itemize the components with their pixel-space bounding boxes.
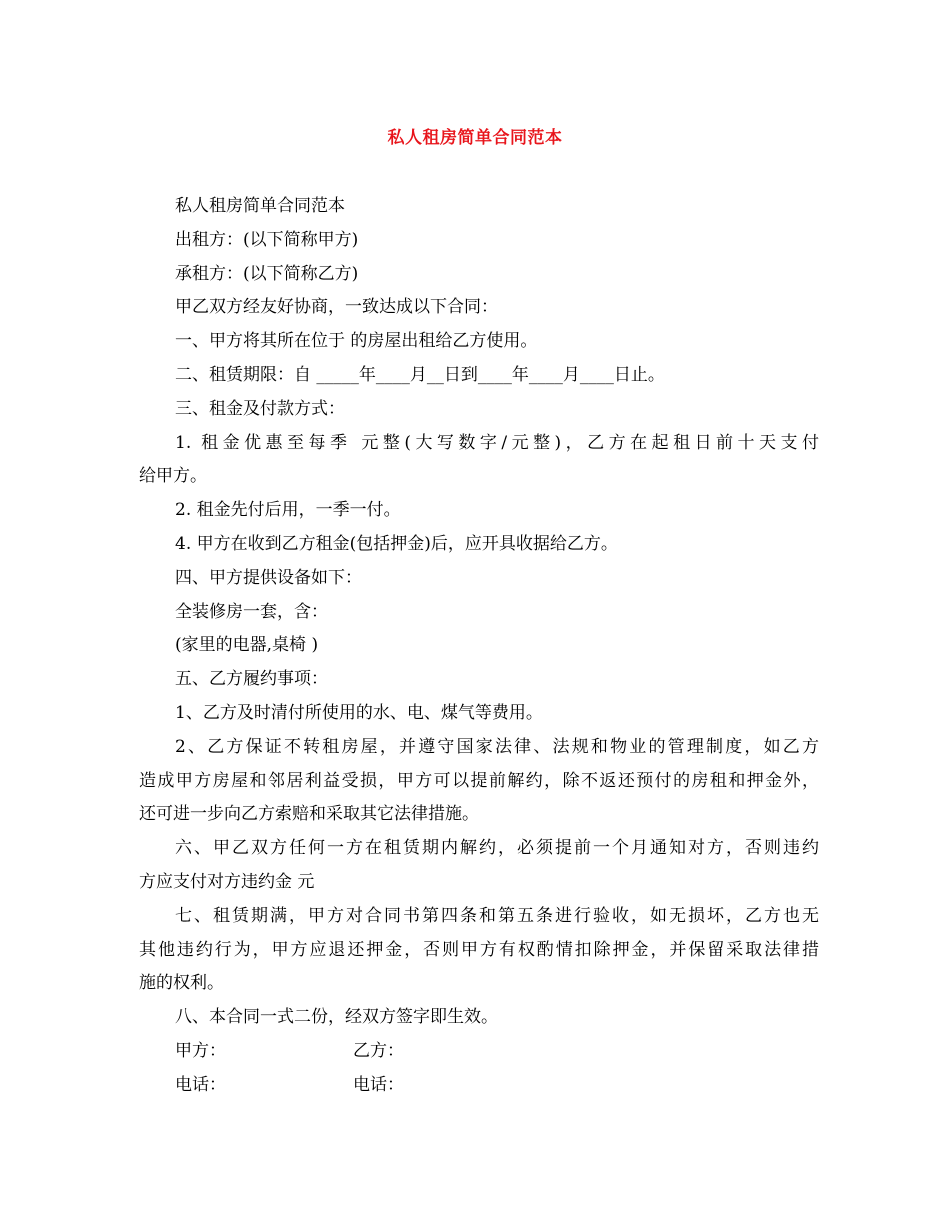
- contract-line: 施的权利。: [139, 973, 224, 994]
- party-a-field-label: 甲方：: [175, 1040, 226, 1061]
- contract-line: 承租方：(以下简称乙方): [175, 263, 359, 284]
- document-title: 私人租房简单合同范本: [387, 128, 563, 148]
- signature-row: [139, 1035, 819, 1069]
- contract-line: 全装修房一套，含：: [175, 601, 328, 622]
- contract-line: 出租方：(以下简称甲方): [175, 229, 359, 250]
- contract-line: 五、乙方履约事项：: [175, 669, 328, 690]
- contract-line: 一、甲方将其所在位于 的房屋出租给乙方使用。: [175, 331, 538, 352]
- contract-line: 1、乙方及时清付所使用的水、电、煤气等费用。: [175, 702, 543, 723]
- contract-line: 其他违约行为，甲方应退还押金，否则甲方有权酌情扣除押金，并保留采取法律措: [139, 939, 819, 960]
- contract-line: 八、本合同一式二份，经双方签字即生效。: [175, 1007, 498, 1028]
- party-b-field-label: 电话：: [353, 1074, 404, 1095]
- contract-line: 1. 租金优惠至每季 元整(大写数字/元整)，乙方在起租日前十天支付: [175, 432, 819, 453]
- contract-line: 4. 甲方在收到乙方租金(包括押金)后，应开具收据给乙方。: [175, 533, 618, 554]
- document-body: [139, 190, 819, 1103]
- contract-line: 造成甲方房屋和邻居利益受损，甲方可以提前解约，除不返还预付的房租和押金外，: [139, 770, 819, 791]
- contract-line: 2、乙方保证不转租房屋，并遵守国家法律、法规和物业的管理制度，如乙方: [175, 736, 819, 757]
- contract-line: 四、甲方提供设备如下：: [175, 567, 362, 588]
- contract-line: 还可进一步向乙方索赔和采取其它法律措施。: [139, 804, 479, 825]
- contract-line: 六、甲乙双方任何一方在租赁期内解约，必须提前一个月通知对方，否则违约: [175, 838, 819, 859]
- contract-line: 2. 租金先付后用，一季一付。: [175, 500, 401, 521]
- contract-line: (家里的电器,桌椅 ): [175, 635, 319, 656]
- contract-line: 三、租金及付款方式：: [175, 398, 345, 419]
- party-a-field-label: 电话：: [175, 1074, 226, 1095]
- contract-line: 方应支付对方违约金 元: [139, 871, 315, 892]
- contract-line: 给甲方。: [139, 466, 207, 487]
- contract-line: 七、租赁期满，甲方对合同书第四条和第五条进行验收，如无损坏，乙方也无: [175, 905, 819, 926]
- party-b-field-label: 乙方：: [353, 1040, 404, 1061]
- contract-line: 甲乙双方经友好协商，一致达成以下合同：: [175, 297, 498, 318]
- contract-line: 私人租房简单合同范本: [175, 196, 345, 216]
- contract-line: 二、租赁期限：自 _____年____月__日到____年____月____日止。: [175, 364, 665, 385]
- signature-row: [139, 1069, 819, 1103]
